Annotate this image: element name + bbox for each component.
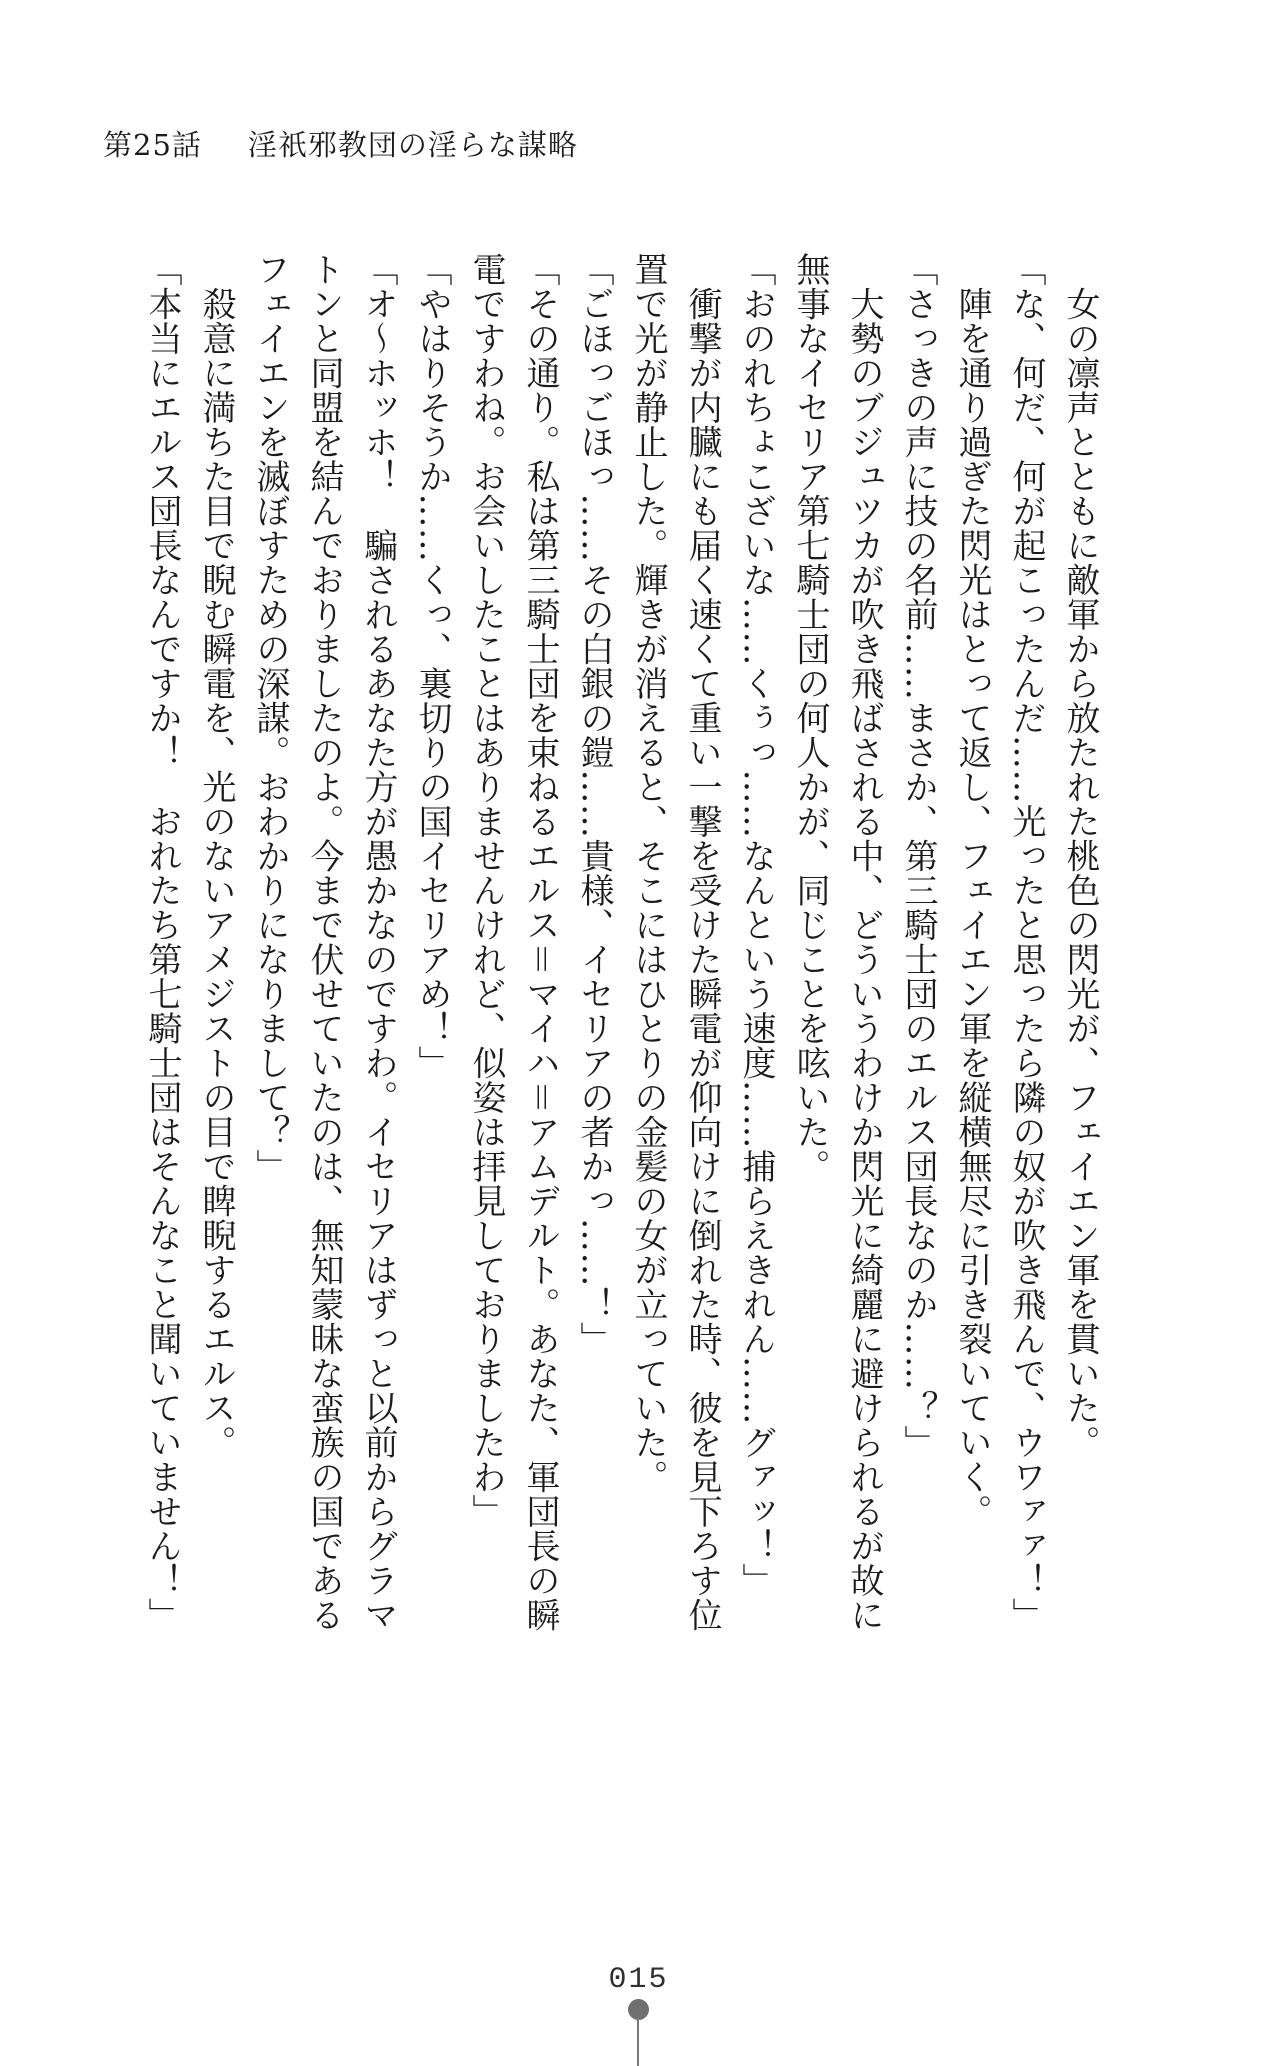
paragraph: 陣を通り過ぎた閃光はとって返し、フェイエン軍を縦横無尽に引き裂いていく。 [952,252,992,1529]
paragraph: 「おのれちょこざいな……くぅっ……なんという速度……捕らえきれん……グァッ！」 [736,252,776,1598]
paragraph: 「その通り。私は第三騎士団を束ねるエルス＝マイハ＝アムデルト。あなた、軍団長の瞬電ですわね。お会いしたことはありませんけれど、似姿は拝見しておりましたわ」 [466,252,560,1632]
paragraph: 女の凛声とともに敵軍から放たれた桃色の閃光が、フェイエン軍を貫いた。 [1060,252,1100,1460]
chapter-header [103,128,578,163]
paragraph: 殺意に満ちた目で睨む瞬電を、光のないアメジストの目で睥睨するエルス。 [196,252,236,1460]
paragraph: 大勢のブジュツカが吹き飛ばされる中、どういうわけか閃光に綺麗に避けられるが故に無事なイセリア第七騎士団の何人かが、同じことを呟いた。 [790,252,884,1632]
footer-line [637,2018,639,2066]
paragraph: 衝撃が内臓にも届く速くて重い一撃を受けた瞬電が仰向けに倒れた時、彼を見下ろす位置で光が静止した。輝きが消えると、そこにはひとりの金髪の女が立っていた。 [628,252,722,1632]
paragraph: 「本当にエルス団長なんですか！ おれたち第七騎士団はそんなこと聞いていません！」 [142,252,182,1632]
paragraph: 「オ〜ホッホ！ 騙されるあなた方が愚かなのですわ。イセリアはずっと以前からグラマトンと同盟を結んでおりましたのよ。今まで伏せていたのは、無知蒙昧な蛮族の国であるフェイエンを滅ぼすための深謀。おわかりになりまして？」 [250,252,398,1632]
chapter-title: 淫祇邪教団の淫らな謀略 [247,128,578,162]
footer-dot-icon [628,1999,649,2020]
paragraph: 「ごほっごほっ……その白銀の鎧……貴様、イセリアの者かっ……！」 [574,252,614,1356]
page-number: 015 [608,1963,669,1997]
paragraph: 「さっきの声に技の名前……まさか、第三騎士団のエルス団長なのか……？」 [898,252,938,1460]
paragraph: 「な、何だ、何が起こったんだ……光ったと思ったら隣の奴が吹き飛んで、ウワァァ！」 [1006,252,1046,1632]
paragraph: 「やはりそうか……くっ、裏切りの国イセリアめ！」 [412,252,452,1080]
chapter-number: 第25話 [103,128,202,162]
body-text [135,252,1107,1642]
